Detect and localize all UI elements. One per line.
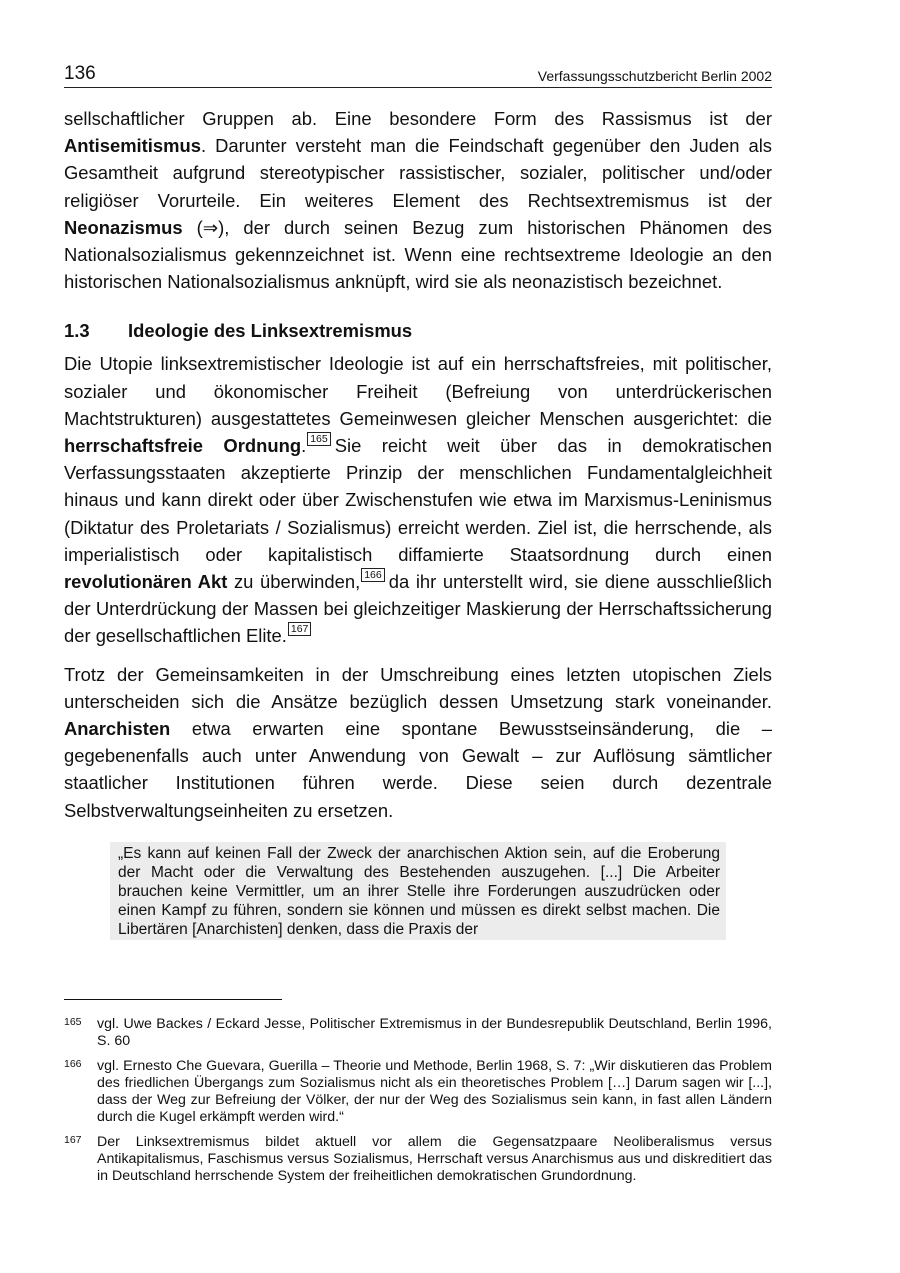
text-span: Sie reicht weit über das in demokratischen Verfassungsstaaten akzeptierte Prinzip der menschlichen Fundamentalgleichheit hinaus und kann direkt oder über Zwischenstufen wie etwa im Marxismus-Leninismus (Diktatur des Proletariats / Sozialismus) erreicht werden. Ziel ist, die herrschende, als imperialistisch oder kapitalistisch diffamierte Staatsordnung durch einen [64, 435, 772, 565]
term-revolutionaerer-akt: revolutionären Akt [64, 571, 228, 593]
footnote-text: Der Linksextremismus bildet aktuell vor allem die Gegensatzpaare Neoliberalismus versus Antikapitalismus, Faschismus versus Sozialismus, Herrschaft versus Anarchismus aus und diskreditiert das in Deutschland herrschende System der freiheitlichen demokratischen Grundordnung. [97, 1134, 772, 1184]
footnote-ref-167[interactable]: 167 [288, 622, 312, 636]
page-number: 136 [64, 63, 96, 84]
text-span: etwa erwarten eine spontane Bewusstseinsänderung, die – gegebenenfalls auch unter Anwendung von Gewalt – zur Auflösung sämtlicher staatlicher Institutionen führen werde. Diese seien durch dezentrale Selbstverwaltungseinheiten zu ersetzen. [64, 718, 772, 821]
term-antisemitismus: Antisemitismus [64, 135, 201, 157]
footnote-separator [64, 999, 282, 1000]
block-quote: „Es kann auf keinen Fall der Zweck der anarchischen Aktion sein, auf die Eroberung der Macht oder die Verwaltung des Bestehenden auszugehen. [...] Die Arbeiter brauchen keine Vermittler, um an ihrer Stelle ihre Forderungen auszudrücken oder einen Kampf zu führen, sondern sie können und müssen es direkt selbst machen. Die Libertären [Anarchisten] denken, dass die Praxis der [110, 842, 726, 940]
text-span: sellschaftlicher Gruppen ab. Eine besondere Form des Rassismus ist der [64, 108, 772, 129]
paragraph-anarchisten [64, 661, 772, 824]
text-span: . Darunter versteht man die Feindschaft gegenüber den Juden als Gesamtheit aufgrund stereotypischer rassistischer, sozialer, politischer und/oder religiöser Vorurteile. Ein weiteres Element des Rechtsextremismus ist der [64, 135, 772, 211]
footnotes [64, 1016, 772, 1193]
section-heading [64, 317, 772, 344]
footnote-167 [64, 1134, 772, 1185]
footnote-number: 166 [64, 1058, 82, 1070]
term-herrschaftsfreie-ordnung: herrschaftsfreie Ordnung [64, 435, 302, 457]
footnote-text: vgl. Ernesto Che Guevara, Guerilla – Theorie und Methode, Berlin 1968, S. 7: „Wir diskutieren das Problem des friedlichen Übergangs zum Sozialismus nicht als ein theoretisches Problem […] Darum sagen wir [...], dass der Weg zur Befreiung der Völker, der nur der Weg des Sozialismus sein kann, in fast allen Ländern durch die Kugel erkämpft werden wird.“ [97, 1058, 772, 1125]
section-title: Ideologie des Linksextremismus [128, 320, 413, 342]
footnote-number: 165 [64, 1016, 82, 1028]
footnote-text: vgl. Uwe Backes / Eckard Jesse, Politischer Extremismus in der Bundesrepublik Deutschland, Berlin 1996, S. 60 [97, 1016, 772, 1049]
footnote-number: 167 [64, 1134, 82, 1146]
text-span: da ihr unterstellt wird, sie diene ausschließlich der Unterdrückung der Massen bei gleichzeitiger Maskierung der Herrschaftssicherung der gesellschaftlichen Elite. [64, 571, 772, 647]
term-anarchisten: Anarchisten [64, 718, 171, 740]
footnote-ref-165[interactable]: 165 [307, 432, 331, 446]
text-span: Trotz der Gemeinsamkeiten in der Umschreibung eines letzten utopischen Ziels unterscheiden sich die Ansätze bezüglich dessen Umsetzung stark voneinander. [64, 663, 772, 712]
footnote-166 [64, 1058, 772, 1126]
text-span: (⇒), der durch seinen Bezug zum historischen Phänomen des Nationalsozialismus gekennzeichnet ist. Wenn eine rechtsextreme Ideologie an den historischen Nationalsozialismus anknüpft, wird sie als neonazistisch bezeichnet. [64, 216, 772, 293]
footnote-165 [64, 1016, 772, 1050]
footnote-ref-166[interactable]: 166 [361, 568, 385, 582]
section-number: 1.3 [64, 320, 90, 342]
page-header [64, 60, 772, 88]
text-span: zu überwinden, [227, 571, 361, 593]
text-span: . [301, 435, 307, 457]
page [64, 60, 772, 940]
running-head: Verfassungsschutzbericht Berlin 2002 [537, 68, 772, 84]
paragraph-rassismus [64, 105, 772, 295]
term-neonazismus: Neonazismus [64, 216, 183, 238]
paragraph-utopie [64, 350, 772, 649]
text-span: Die Utopie linksextremistischer Ideologie ist auf ein herrschaftsfreies, mit politischer, sozialer und ökonomischer Freiheit (Befreiung von unterdrückerischen Machtstrukturen) ausgestattetes Gemeinwesen gleicher Menschen ausgerichtet: die [64, 353, 772, 429]
